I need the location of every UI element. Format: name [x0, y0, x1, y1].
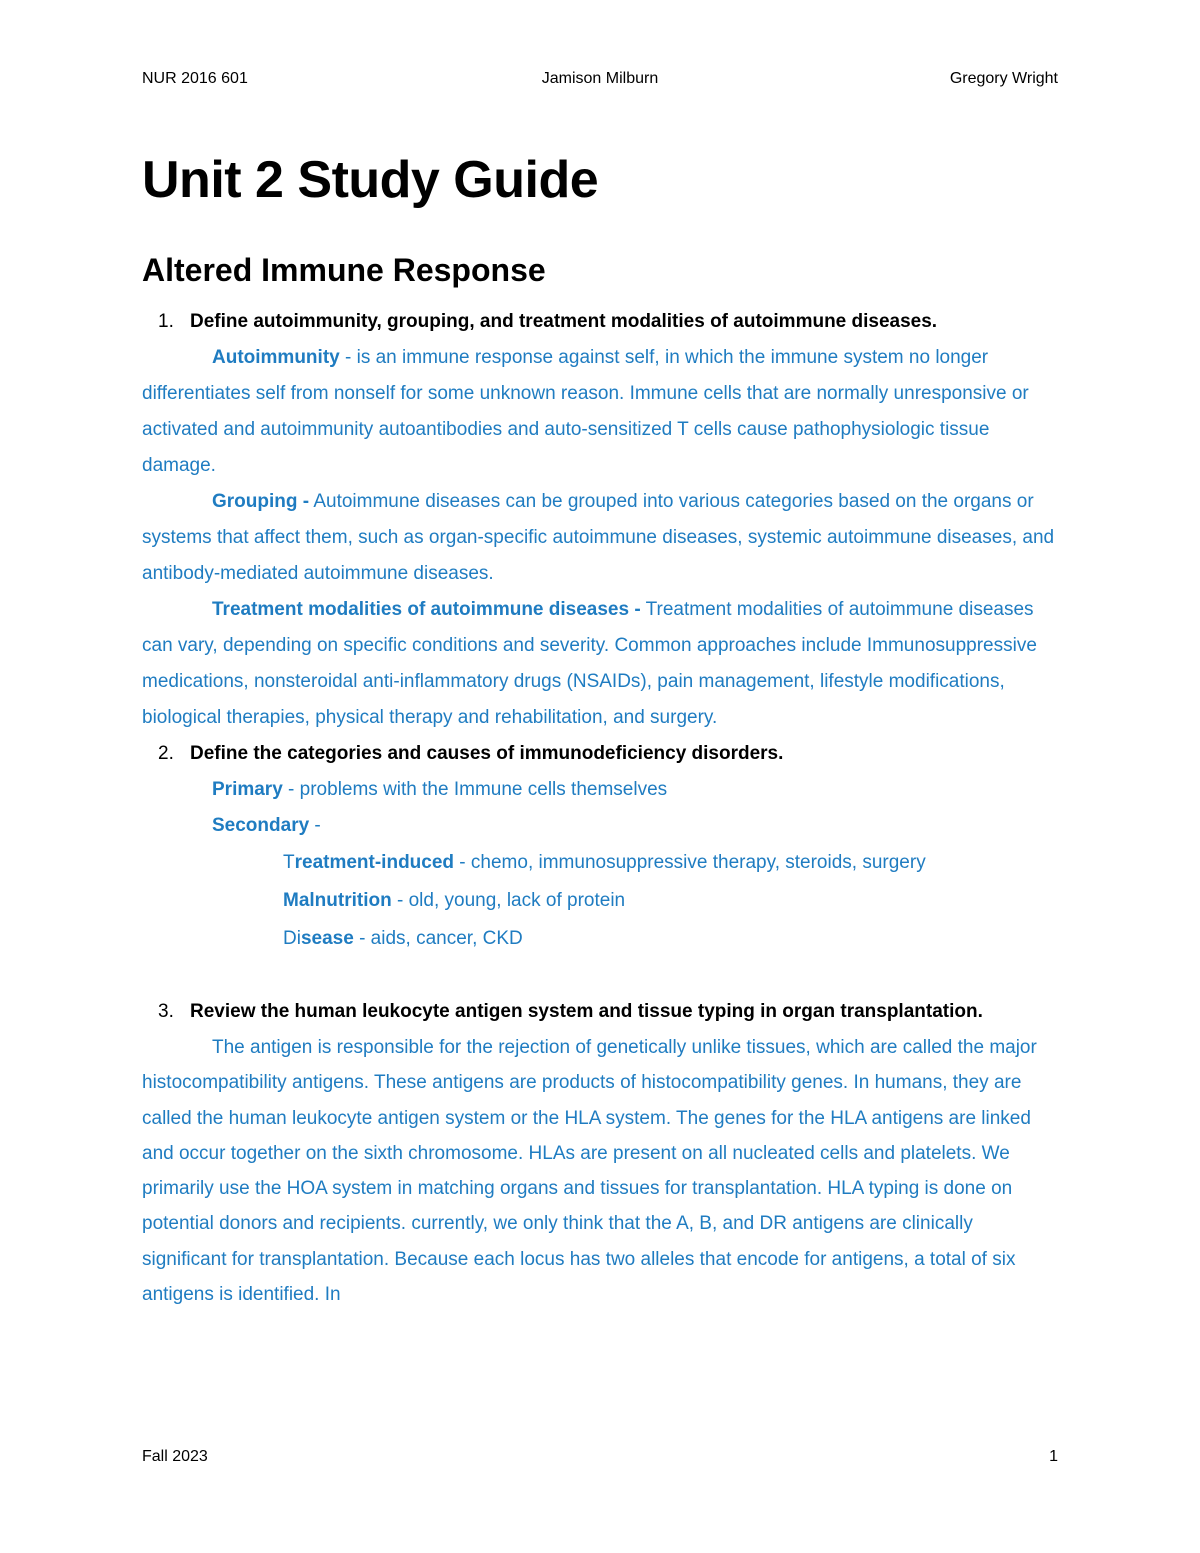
- page-footer: [142, 1448, 1058, 1472]
- page-number: 1: [1049, 1448, 1058, 1465]
- question-text: Define autoimmunity, grouping, and treatment modalities of autoimmune diseases.: [190, 311, 938, 332]
- definition: - problems with the Immune cells themselves: [282, 779, 668, 800]
- page-header: [142, 70, 1058, 94]
- question-number: 3.: [158, 1001, 174, 1022]
- autoimmunity-paragraph: [142, 340, 1062, 484]
- definition: Autoimmune diseases can be grouped into various categories based on the organs or systems that affect them, such as organ-specific autoimmune diseases, systemic autoimmune diseases, and antibody-mediated autoimmune diseases.: [142, 491, 1055, 584]
- definition: - aids, cancer, CKD: [353, 928, 523, 949]
- question-2: [142, 736, 1062, 772]
- definition: -: [309, 815, 321, 836]
- malnutrition-item: [142, 882, 1062, 920]
- term: reatment-induced: [294, 852, 455, 873]
- student-name: Jamison Milburn: [541, 70, 659, 87]
- term: Secondary: [212, 815, 310, 836]
- definition: - old, young, lack of protein: [391, 890, 626, 911]
- definition: - is an immune response against self, in which the immune system no longer differentiates self from nonself for some unknown reason. Immune cells that are normally unresponsive or activated and autoimmunity autoantibodies and auto-sensitized T cells cause pathophysiologic tissue damage.: [142, 347, 1029, 476]
- question-number: 1.: [158, 311, 174, 332]
- question-text: Review the human leukocyte antigen system and tissue typing in organ transplantation.: [190, 1001, 983, 1022]
- treatment-induced-item: [142, 844, 1062, 882]
- question-text: Define the categories and causes of immunodeficiency disorders.: [190, 743, 784, 764]
- page-body: [142, 148, 1062, 1312]
- term: Grouping -: [212, 491, 310, 512]
- term-prefix: Di: [283, 928, 301, 949]
- term: Primary: [212, 779, 283, 800]
- hla-paragraph: The antigen is responsible for the rejection of genetically unlike tissues, which are called the major histocompatibility antigens. These antigens are products of histocompatibility genes. In humans, they are called the human leukocyte antigen system or the HLA system. The genes for the HLA antigens are linked and occur together on the sixth chromosome. HLAs are present on all nucleated cells and platelets. We primarily use the HOA system in matching organs and tissues for transplantation. HLA typing is done on potential donors and recipients. currently, we only think that the A, B, and DR antigens are clinically significant for transplantation. Because each locus has two alleles that encode for antigens, a total of six antigens is identified. In: [142, 1037, 1037, 1306]
- question-1: [142, 304, 1062, 340]
- disease-item: [142, 920, 1062, 958]
- term-prefix: T: [283, 852, 295, 873]
- term-label: Fall 2023: [142, 1448, 208, 1465]
- term: Treatment modalities of autoimmune diseases -: [212, 599, 641, 620]
- grouping-paragraph: [142, 484, 1062, 592]
- definition: - chemo, immunosuppressive therapy, steroids, surgery: [454, 852, 926, 873]
- treatment-paragraph: [142, 592, 1062, 736]
- question-number: 2.: [158, 743, 174, 764]
- instructor-name: Gregory Wright: [949, 70, 1058, 87]
- section-heading: Altered Immune Response: [142, 252, 546, 288]
- term: sease: [300, 928, 354, 949]
- term: Autoimmunity: [212, 347, 340, 368]
- secondary-item: [142, 808, 1062, 844]
- question-3: [142, 994, 1062, 1030]
- course-code: NUR 2016 601: [142, 70, 248, 87]
- term: Malnutrition: [283, 890, 392, 911]
- definition: Treatment modalities of autoimmune diseases can vary, depending on specific conditions and severity. Common approaches include Immunosuppressive medications, nonsteroidal anti-inflammatory drugs (NSAIDs), pain management, lifestyle modifications, biological therapies, physical therapy and rehabilitation, and surgery.: [142, 599, 1037, 728]
- primary-item: [142, 772, 1062, 808]
- page-title: Unit 2 Study Guide: [142, 151, 599, 209]
